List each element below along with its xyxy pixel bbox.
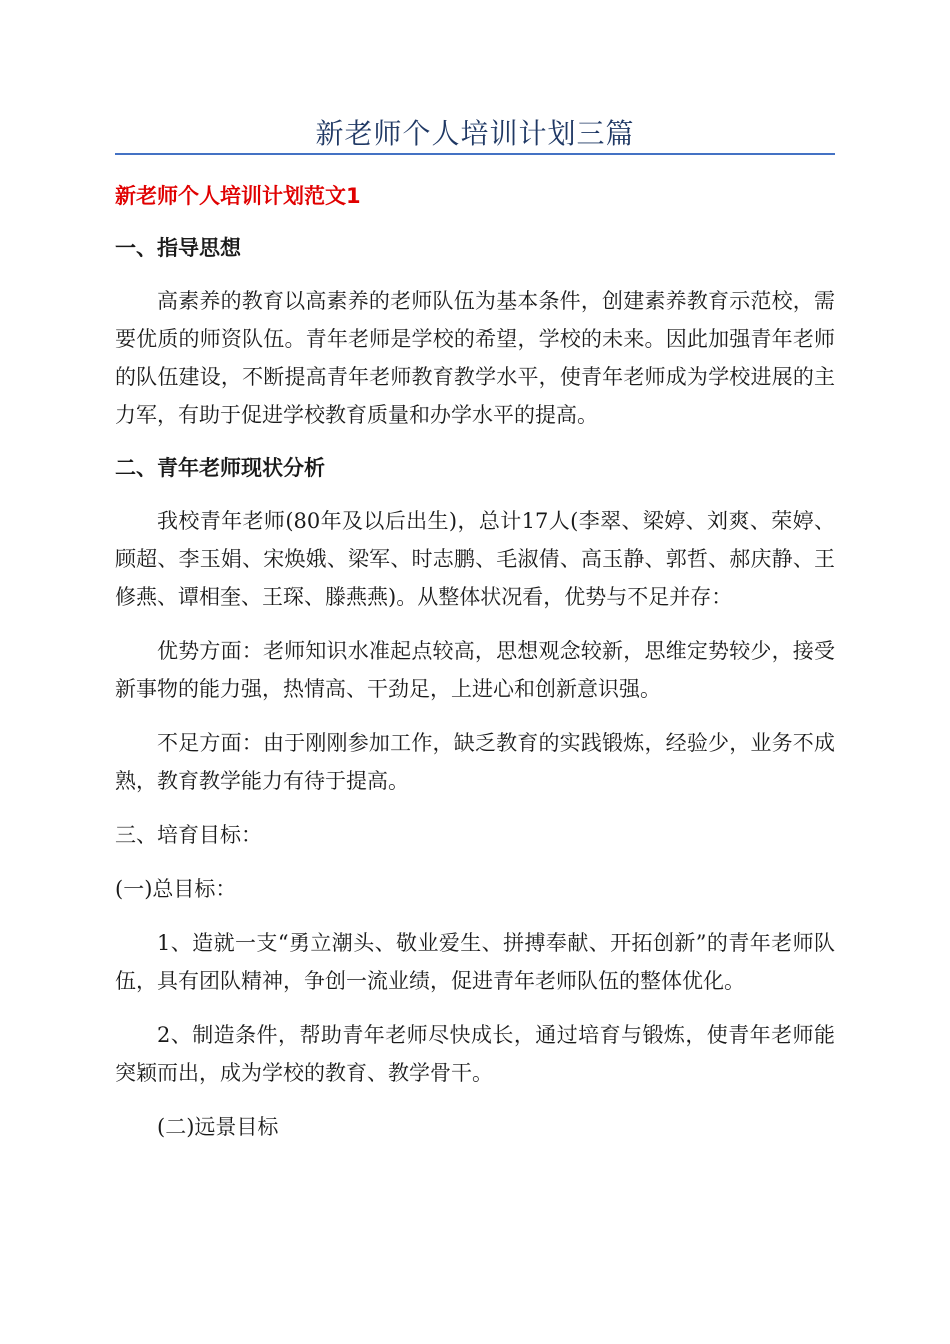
paragraph-teacher-list: 我校青年老师(80年及以后出生)，总计17人(李翠、梁婷、刘爽、荣婷、顾超、李玉娟、宋焕娥、梁军、时志鹏、毛淑倩、高玉静、郭哲、郝庆静、王修燕、谭相奎、王琛、滕燕燕)。从整体状况看，优势与不足并存： [115,509,835,609]
section-subtitle: 新老师个人培训计划范文1 [115,184,361,208]
title-underline [115,153,835,155]
document-title: 新老师个人培训计划三篇 [315,117,635,150]
paragraph-goal-2: 2、制造条件，帮助青年老师尽快成长，通过培育与锻炼，使青年老师能突颖而出，成为学校的教育、教学骨干。 [115,1023,835,1085]
paragraph-goal-1: 1、造就一支“勇立潮头、敬业爱生、拼搏奉献、开拓创新”的青年老师队伍，具有团队精神，争创一流业绩，促进青年老师队伍的整体优化。 [115,931,835,993]
paragraph-shortcomings: 不足方面：由于刚刚参加工作，缺乏教育的实践锻炼，经验少，业务不成熟，教育教学能力有待于提高。 [115,731,835,793]
heading-long-term-goal: (二)远景目标 [157,1115,279,1139]
heading-overall-goal: (一)总目标： [115,877,237,901]
document-body [115,178,835,1162]
heading-status-analysis: 二、青年老师现状分析 [115,456,325,480]
paragraph-guiding-ideology: 高素养的教育以高素养的老师队伍为基本条件，创建素养教育示范校，需要优质的师资队伍。青年老师是学校的希望，学校的未来。因此加强青年老师的队伍建设，不断提高青年老师教育教学水平，使青年老师成为学校进展的主力军，有助于促进学校教育质量和办学水平的提高。 [115,289,835,427]
heading-guiding-ideology: 一、指导思想 [115,236,241,260]
heading-training-goals: 三、培育目标： [115,823,262,847]
paragraph-advantages: 优势方面：老师知识水准起点较高，思想观念较新，思维定势较少，接受新事物的能力强，热情高、干劲足，上进心和创新意识强。 [115,639,835,701]
